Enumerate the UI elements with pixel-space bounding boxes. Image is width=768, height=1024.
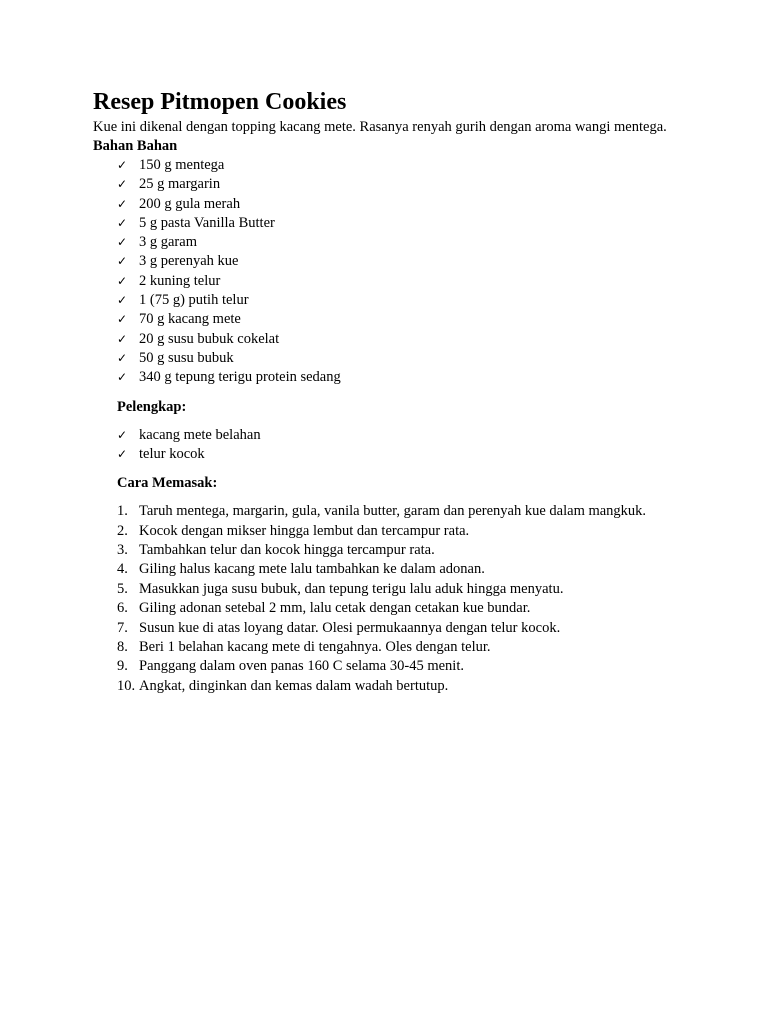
step-number: 10. xyxy=(117,677,136,694)
checkmark-icon: ✓ xyxy=(117,273,128,288)
list-item xyxy=(117,580,673,599)
bahan-item-text: 5 g pasta Vanilla Butter xyxy=(139,214,275,231)
bahan-item-text: 20 g susu bubuk cokelat xyxy=(139,330,280,347)
bahan-item-text: 50 g susu bubuk xyxy=(139,349,234,366)
pelengkap-item-text: telur kocok xyxy=(139,445,205,462)
spacer xyxy=(93,493,673,502)
document-page xyxy=(93,86,673,696)
list-item xyxy=(117,349,673,368)
checkmark-icon: ✓ xyxy=(117,370,128,385)
pelengkap-list xyxy=(93,426,673,465)
cara-heading: Cara Memasak: xyxy=(117,475,218,492)
list-item xyxy=(117,310,673,329)
list-item xyxy=(117,638,673,657)
step-number: 6. xyxy=(117,600,128,617)
step-text: Susun kue di atas loyang datar. Olesi permukaannya dengan telur kocok. xyxy=(139,619,561,636)
step-number: 9. xyxy=(117,658,128,675)
checkmark-icon: ✓ xyxy=(117,177,128,192)
step-text: Panggang dalam oven panas 160 C selama 30-45 menit. xyxy=(139,658,464,675)
step-number: 5. xyxy=(117,580,128,597)
bahan-item-text: 1 (75 g) putih telur xyxy=(139,292,249,309)
checkmark-icon: ✓ xyxy=(117,235,128,250)
step-number: 1. xyxy=(117,503,128,520)
bahan-item-text: 25 g margarin xyxy=(139,176,221,193)
list-item xyxy=(117,541,673,560)
bahan-item-text: 2 kuning telur xyxy=(139,272,221,289)
list-item xyxy=(117,599,673,618)
step-number: 3. xyxy=(117,541,128,558)
pelengkap-item-text: kacang mete belahan xyxy=(139,426,261,443)
step-number: 8. xyxy=(117,639,128,655)
step-number: 7. xyxy=(117,619,128,636)
checkmark-icon: ✓ xyxy=(117,350,128,365)
list-item xyxy=(117,426,673,445)
list-item xyxy=(117,272,673,291)
checkmark-icon: ✓ xyxy=(117,215,128,230)
spacer xyxy=(93,417,673,426)
step-text: Giling adonan setebal 2 mm, lalu cetak dengan cetakan kue bundar. xyxy=(139,600,531,617)
step-text: Taruh mentega, margarin, gula, vanila butter, garam dan perenyah kue dalam mangkuk. xyxy=(139,503,647,520)
step-text: Giling halus kacang mete lalu tambahkan ke dalam adonan. xyxy=(139,561,485,578)
step-text: Masukkan juga susu bubuk, dan tepung terigu lalu aduk hingga menyatu. xyxy=(139,580,564,597)
recipe-intro: Kue ini dikenal dengan topping kacang mete. Rasanya renyah gurih dengan aroma wangi mentega. xyxy=(93,119,667,135)
bahan-item-text: 3 g perenyah kue xyxy=(139,253,239,270)
list-item xyxy=(117,233,673,252)
spacer xyxy=(93,388,673,398)
bahan-item-text: 70 g kacang mete xyxy=(139,311,241,328)
list-item xyxy=(117,368,673,387)
list-item xyxy=(117,677,673,696)
list-item xyxy=(117,522,673,541)
step-number: 2. xyxy=(117,522,128,539)
bahan-item-text: 200 g gula merah xyxy=(139,195,241,212)
checkmark-icon: ✓ xyxy=(117,446,128,461)
list-item xyxy=(117,445,673,464)
list-item xyxy=(117,252,673,271)
list-item xyxy=(117,291,673,310)
checkmark-icon: ✓ xyxy=(117,293,128,308)
step-text: Angkat, dinginkan dan kemas dalam wadah bertutup. xyxy=(139,677,449,694)
checkmark-icon: ✓ xyxy=(117,427,128,442)
list-item xyxy=(117,156,673,175)
step-text: Tambahkan telur dan kocok hingga tercampur rata. xyxy=(139,541,435,558)
checkmark-icon: ✓ xyxy=(117,254,128,269)
spacer xyxy=(93,464,673,474)
checkmark-icon: ✓ xyxy=(117,312,128,327)
list-item xyxy=(117,330,673,349)
bahan-list xyxy=(93,156,673,388)
cara-steps-list xyxy=(93,502,673,696)
list-item xyxy=(117,619,673,638)
pelengkap-heading: Pelengkap: xyxy=(117,398,187,415)
bahan-heading: Bahan Bahan xyxy=(93,138,178,154)
list-item xyxy=(117,560,673,579)
checkmark-icon: ✓ xyxy=(117,158,128,172)
bahan-item-text: 150 g mentega xyxy=(139,157,225,173)
checkmark-icon: ✓ xyxy=(117,196,128,211)
list-item xyxy=(117,214,673,233)
step-text: Kocok dengan mikser hingga lembut dan tercampur rata. xyxy=(139,522,470,539)
recipe-title: Resep Pitmopen Cookies xyxy=(93,89,347,115)
step-number: 4. xyxy=(117,561,128,578)
step-text: Beri 1 belahan kacang mete di tengahnya. Oles dengan telur. xyxy=(139,639,491,655)
list-item xyxy=(117,657,673,676)
bahan-item-text: 340 g tepung terigu protein sedang xyxy=(139,369,341,386)
list-item xyxy=(117,502,673,521)
list-item xyxy=(117,175,673,194)
checkmark-icon: ✓ xyxy=(117,331,128,346)
bahan-item-text: 3 g garam xyxy=(139,234,197,251)
list-item xyxy=(117,195,673,214)
